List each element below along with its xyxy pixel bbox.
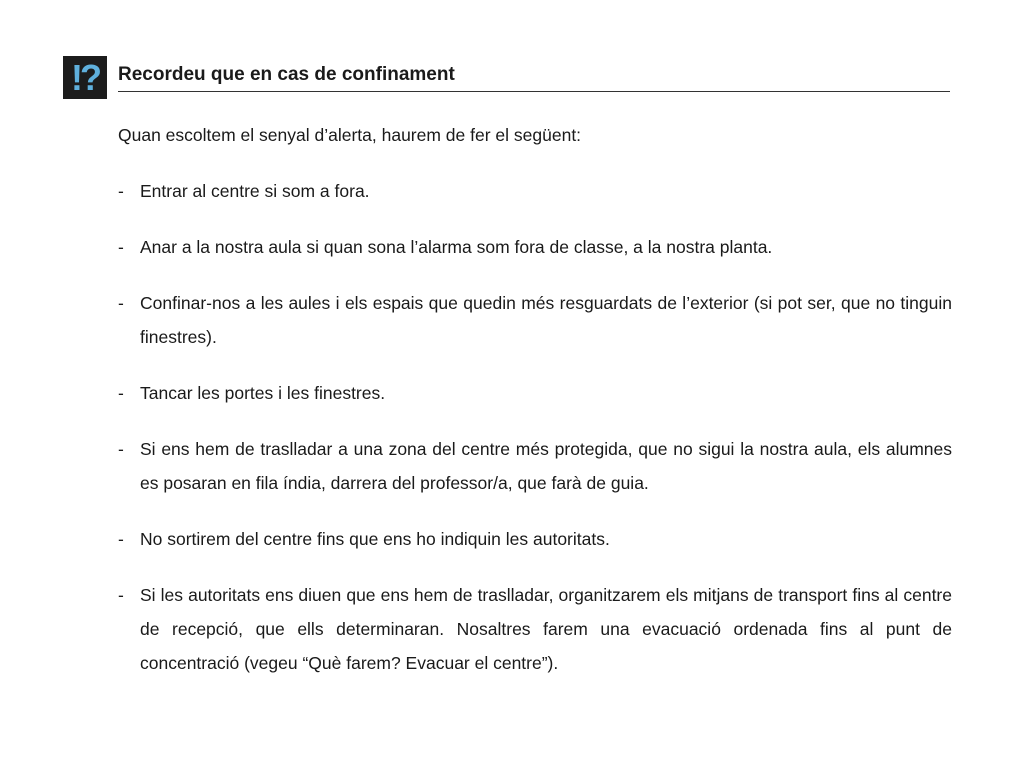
list-item-text: Confinar-nos a les aules i els espais que quedin més resguardats de l’exterior (si pot ser, que no tinguin finestres). <box>140 293 952 347</box>
bullet-dash: - <box>118 237 124 257</box>
list-item <box>118 578 952 680</box>
bullet-dash: - <box>118 383 124 403</box>
bullet-dash: - <box>118 529 124 549</box>
badge-symbol: !? <box>71 56 99 98</box>
content-body <box>118 118 952 702</box>
list-item <box>118 174 952 208</box>
bullet-dash: - <box>118 439 124 459</box>
list-item <box>118 286 952 354</box>
list-item <box>118 432 952 500</box>
list-item <box>118 522 952 556</box>
list-item <box>118 230 952 264</box>
list-item-text: Entrar al centre si som a fora. <box>140 181 370 201</box>
list-item-text: No sortirem del centre fins que ens ho indiquin les autoritats. <box>140 529 610 549</box>
list-item <box>118 376 952 410</box>
bullet-dash: - <box>118 181 124 201</box>
list-item-text: Tancar les portes i les finestres. <box>140 383 386 403</box>
bullet-dash: - <box>118 293 124 313</box>
section-heading: Recordeu que en cas de confinament <box>118 63 950 92</box>
bullet-dash: - <box>118 585 124 605</box>
exclamation-question-icon <box>63 56 107 99</box>
list-item-text: Si les autoritats ens diuen que ens hem de traslladar, organitzarem els mitjans de transport fins al centre de recepció, que ells determinaran. Nosaltres farem una evacuació ordenada fins al punt de concentració (vegeu “Què farem? Evacuar el centre”). <box>140 585 952 673</box>
list-item-text: Anar a la nostra aula si quan sona l’alarma som fora de classe, a la nostra planta. <box>140 237 773 257</box>
intro-text: Quan escoltem el senyal d’alerta, haurem de fer el següent: <box>118 125 582 145</box>
list-item-text: Si ens hem de traslladar a una zona del centre més protegida, que no sigui la nostra aula, els alumnes es posaran en fila índia, darrera del professor/a, que farà de guia. <box>140 439 952 493</box>
instruction-list <box>118 174 952 680</box>
